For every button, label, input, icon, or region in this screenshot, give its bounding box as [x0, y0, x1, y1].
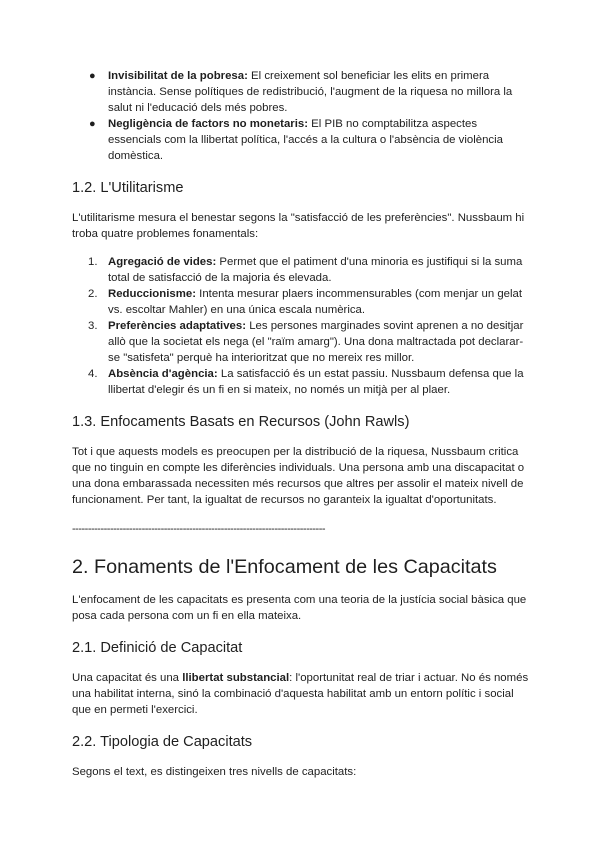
item-term: Invisibilitat de la pobresa: — [108, 70, 248, 82]
item-term: Absència d'agència: — [108, 368, 218, 380]
section-heading-2: 2. Fonaments de l'Enfocament de les Capacitats — [72, 556, 497, 578]
section-2-body: L'enfocament de les capacitats es presenta com una teoria de la justícia social bàsica que posa cada persona com un fi en ella mateixa. — [72, 594, 527, 622]
item-text: El PIB no comptabilitza aspectes essencials com la llibertat política, l'accés a la cultura o l'absència de violència domèstica. — [108, 118, 503, 162]
section-2-1-body — [72, 670, 530, 718]
item-text: Permet que el patiment d'una minoria es justifiqui si la suma total de satisfacció de la majoria és elevada. — [108, 256, 523, 284]
item-text: El creixement sol beneficiar les elits en primera instància. Sense polítiques de redistribució, l'augment de la riquesa no millora la salut ni l'educació dels més pobres. — [108, 70, 513, 114]
item-text: La satisfacció és un estat passiu. Nussbaum defensa que la llibertat d'elegir és un fi en si mateix, no només un mitjà per al plaer. — [108, 368, 524, 396]
item-number: 4. — [88, 368, 98, 380]
item-term: Preferències adaptatives: — [108, 320, 247, 332]
intro-bullet-list — [72, 68, 530, 164]
list-item — [72, 366, 530, 398]
section-heading-2-1: 2.1. Definició de Capacitat — [72, 640, 243, 656]
list-item — [72, 68, 530, 116]
bullet-icon: ● — [89, 70, 96, 82]
item-number: 1. — [88, 256, 98, 268]
list-item — [72, 318, 530, 366]
section-1-2-intro: L'utilitarisme mesura el benestar segons la "satisfacció de les preferències". Nussbaum hi troba quatre problemes fonamentals: — [72, 212, 525, 240]
definition-pre: Una capacitat és una — [72, 672, 183, 684]
list-item — [72, 286, 530, 318]
item-number: 2. — [88, 288, 98, 300]
item-term: Agregació de vides: — [108, 256, 217, 268]
section-heading-1-2: 1.2. L'Utilitarisme — [72, 180, 184, 196]
divider-line: -------------------------------------------------------------------------------- — [72, 523, 326, 535]
definition-post: : l'oportunitat real de triar i actuar. No és només una habilitat interna, sinó la combinació d'aquesta habilitat amb un entorn polític i social que en permeti l'exercici. — [72, 672, 529, 716]
list-item — [72, 254, 530, 286]
section-2-2-body: Segons el text, es distingeixen tres nivells de capacitats: — [72, 766, 357, 778]
section-heading-2-2: 2.2. Tipologia de Capacitats — [72, 734, 253, 750]
item-term: Reduccionisme: — [108, 288, 196, 300]
definition-term: llibertat substancial — [182, 672, 290, 684]
item-term: Negligència de factors no monetaris: — [108, 118, 309, 130]
numbered-list-utilitarism — [72, 254, 530, 398]
item-text: Intenta mesurar plaers incommensurables (com menjar un gelat vs. escoltar Mahler) en una única escala numèrica. — [108, 288, 523, 316]
bullet-icon: ● — [89, 118, 96, 130]
section-1-3-body: Tot i que aquests models es preocupen per la distribució de la riquesa, Nussbaum critica que no tinguin en compte les diferències individuals. Una persona amb una discapacitat o una dona embarassada necessiten més recursos que altres per assolir el mateix nivell de funcionament. Per tant, la igualtat de recursos no garanteix la igualtat d'oportunitats. — [72, 446, 525, 506]
item-number: 3. — [88, 320, 98, 332]
list-item — [72, 116, 530, 164]
document-page — [72, 68, 530, 780]
section-heading-1-3: 1.3. Enfocaments Basats en Recursos (John Rawls) — [72, 414, 410, 430]
item-text: Les persones marginades sovint aprenen a no desitjar allò que la societat els nega (el "raïm amarg"). Una dona maltractada pot declarar-se "satisfeta" perquè ha interioritzat que no mereix res millor. — [108, 320, 524, 364]
